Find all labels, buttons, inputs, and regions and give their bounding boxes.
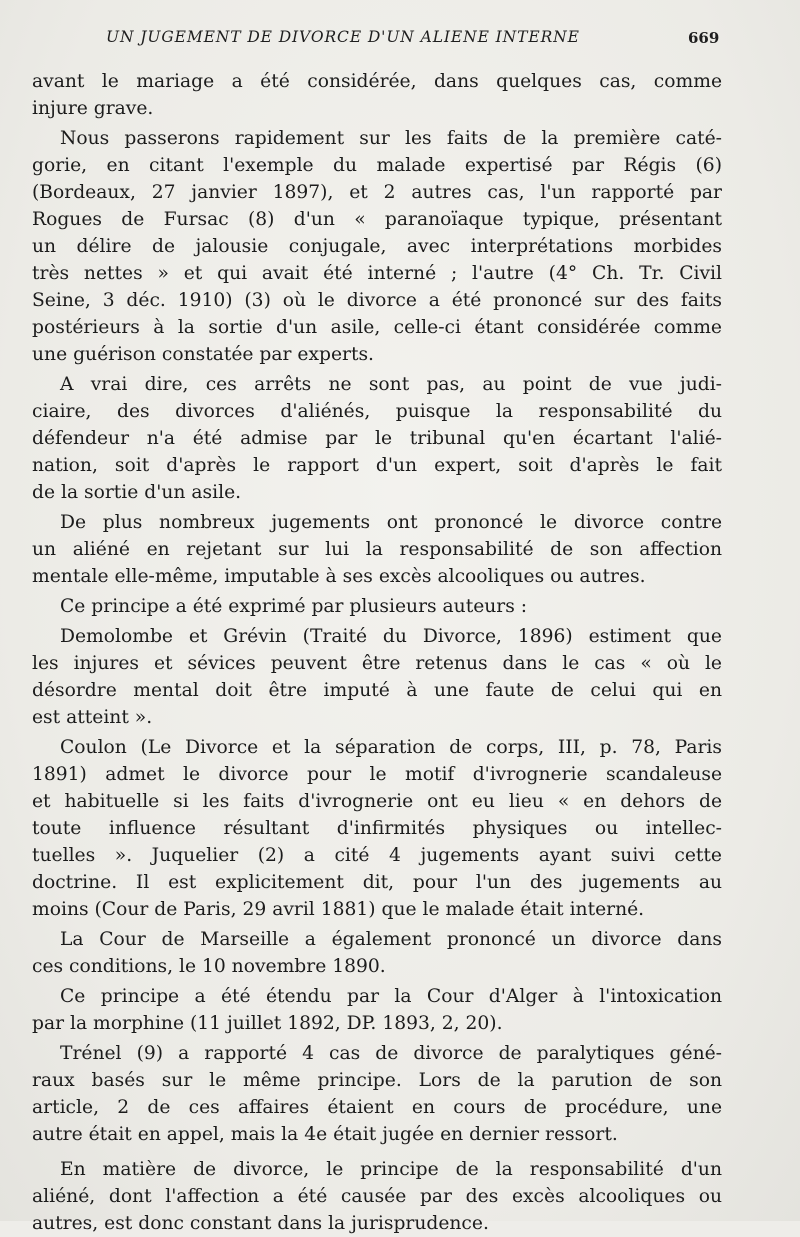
text-line: Demolombe et Grévin (Traité du Divorce, 1896) estiment que — [60, 626, 722, 647]
paragraph — [32, 125, 722, 368]
paragraph — [32, 593, 722, 620]
text-line: raux basés sur le même principe. Lors de la parution de son — [32, 1070, 722, 1091]
paragraph — [32, 983, 722, 1037]
text-line: et habituelle si les faits d'ivrognerie ont eu lieu « en dehors de — [32, 791, 722, 812]
text-line: ces conditions, le 10 novembre 1890. — [32, 956, 386, 977]
text-line: En matière de divorce, le principe de la responsabilité d'un — [60, 1159, 722, 1180]
paragraph — [32, 623, 722, 731]
paragraph — [32, 68, 722, 122]
text-line: (Bordeaux, 27 janvier 1897), et 2 autres cas, l'un rapporté par — [32, 182, 722, 203]
text-line: Seine, 3 déc. 1910) (3) où le divorce a été prononcé sur des faits — [32, 290, 722, 311]
text-line: gorie, en citant l'exemple du malade expertisé par Régis (6) — [32, 155, 722, 176]
body-text — [32, 68, 722, 1237]
text-line: Nous passerons rapidement sur les faits de la première caté- — [60, 128, 722, 149]
text-line: autre était en appel, mais la 4e était jugée en dernier ressort. — [32, 1124, 618, 1145]
text-line: doctrine. Il est explicitement dit, pour l'un des jugements au — [32, 872, 722, 893]
text-line: toute influence résultant d'infirmités physiques ou intellec- — [32, 818, 722, 839]
running-head — [0, 28, 800, 52]
text-line: La Cour de Marseille a également prononcé un divorce dans — [60, 929, 722, 950]
text-line: tuelles ». Juquelier (2) a cité 4 jugements ayant suivi cette — [32, 845, 722, 866]
text-line: Rogues de Fursac (8) d'un « paranoïaque typique, présentant — [32, 209, 722, 230]
text-line: très nettes » et qui avait été interné ; l'autre (4° Ch. Tr. Civil — [32, 263, 722, 284]
paragraph — [32, 926, 722, 980]
text-line: Ce principe a été étendu par la Cour d'Alger à l'intoxication — [60, 986, 722, 1007]
text-line: les injures et sévices peuvent être retenus dans le cas « où le — [32, 653, 722, 674]
text-line: désordre mental doit être imputé à une faute de celui qui en — [32, 680, 722, 701]
text-line: moins (Cour de Paris, 29 avril 1881) que le malade était interné. — [32, 899, 645, 920]
text-line: A vrai dire, ces arrêts ne sont pas, au point de vue judi- — [60, 374, 722, 395]
paragraph — [32, 1156, 722, 1237]
text-line: avant le mariage a été considérée, dans quelques cas, comme — [32, 71, 722, 92]
text-line: une guérison constatée par experts. — [32, 344, 374, 365]
text-line: Coulon (Le Divorce et la séparation de corps, III, p. 78, Paris — [60, 737, 722, 758]
page-number: 669 — [688, 29, 720, 47]
text-line: est atteint ». — [32, 707, 153, 728]
text-line: ciaire, des divorces d'aliénés, puisque la responsabilité du — [32, 401, 722, 422]
paragraph — [32, 509, 722, 590]
paragraph — [32, 734, 722, 923]
text-line: 1891) admet le divorce pour le motif d'ivrognerie scandaleuse — [32, 764, 722, 785]
text-line: un délire de jalousie conjugale, avec interprétations morbides — [32, 236, 722, 257]
text-line: un aliéné en rejetant sur lui la responsabilité de son affection — [32, 539, 722, 560]
text-line: autres, est donc constant dans la jurisprudence. — [32, 1213, 489, 1234]
text-line: mentale elle-même, imputable à ses excès alcooliques ou autres. — [32, 566, 646, 587]
text-line: Ce principe a été exprimé par plusieurs auteurs : — [60, 596, 528, 617]
text-line: injure grave. — [32, 98, 154, 119]
text-line: aliéné, dont l'affection a été causée par des excès alcooliques ou — [32, 1186, 722, 1207]
text-line: par la morphine (11 juillet 1892, DP. 1893, 2, 20). — [32, 1013, 503, 1034]
running-title: UN JUGEMENT DE DIVORCE D'UN ALIENE INTERNE — [106, 28, 580, 46]
text-line: postérieurs à la sortie d'un asile, celle-ci étant considérée comme — [32, 317, 722, 338]
paragraph — [32, 1040, 722, 1148]
text-line: de la sortie d'un asile. — [32, 482, 242, 503]
text-line: Trénel (9) a rapporté 4 cas de divorce de paralytiques géné- — [60, 1043, 722, 1064]
text-line: défendeur n'a été admise par le tribunal qu'en écartant l'alié- — [32, 428, 722, 449]
text-line: nation, soit d'après le rapport d'un expert, soit d'après le fait — [32, 455, 722, 476]
paragraph — [32, 371, 722, 506]
text-line: article, 2 de ces affaires étaient en cours de procédure, une — [32, 1097, 722, 1118]
text-line: De plus nombreux jugements ont prononcé le divorce contre — [60, 512, 722, 533]
